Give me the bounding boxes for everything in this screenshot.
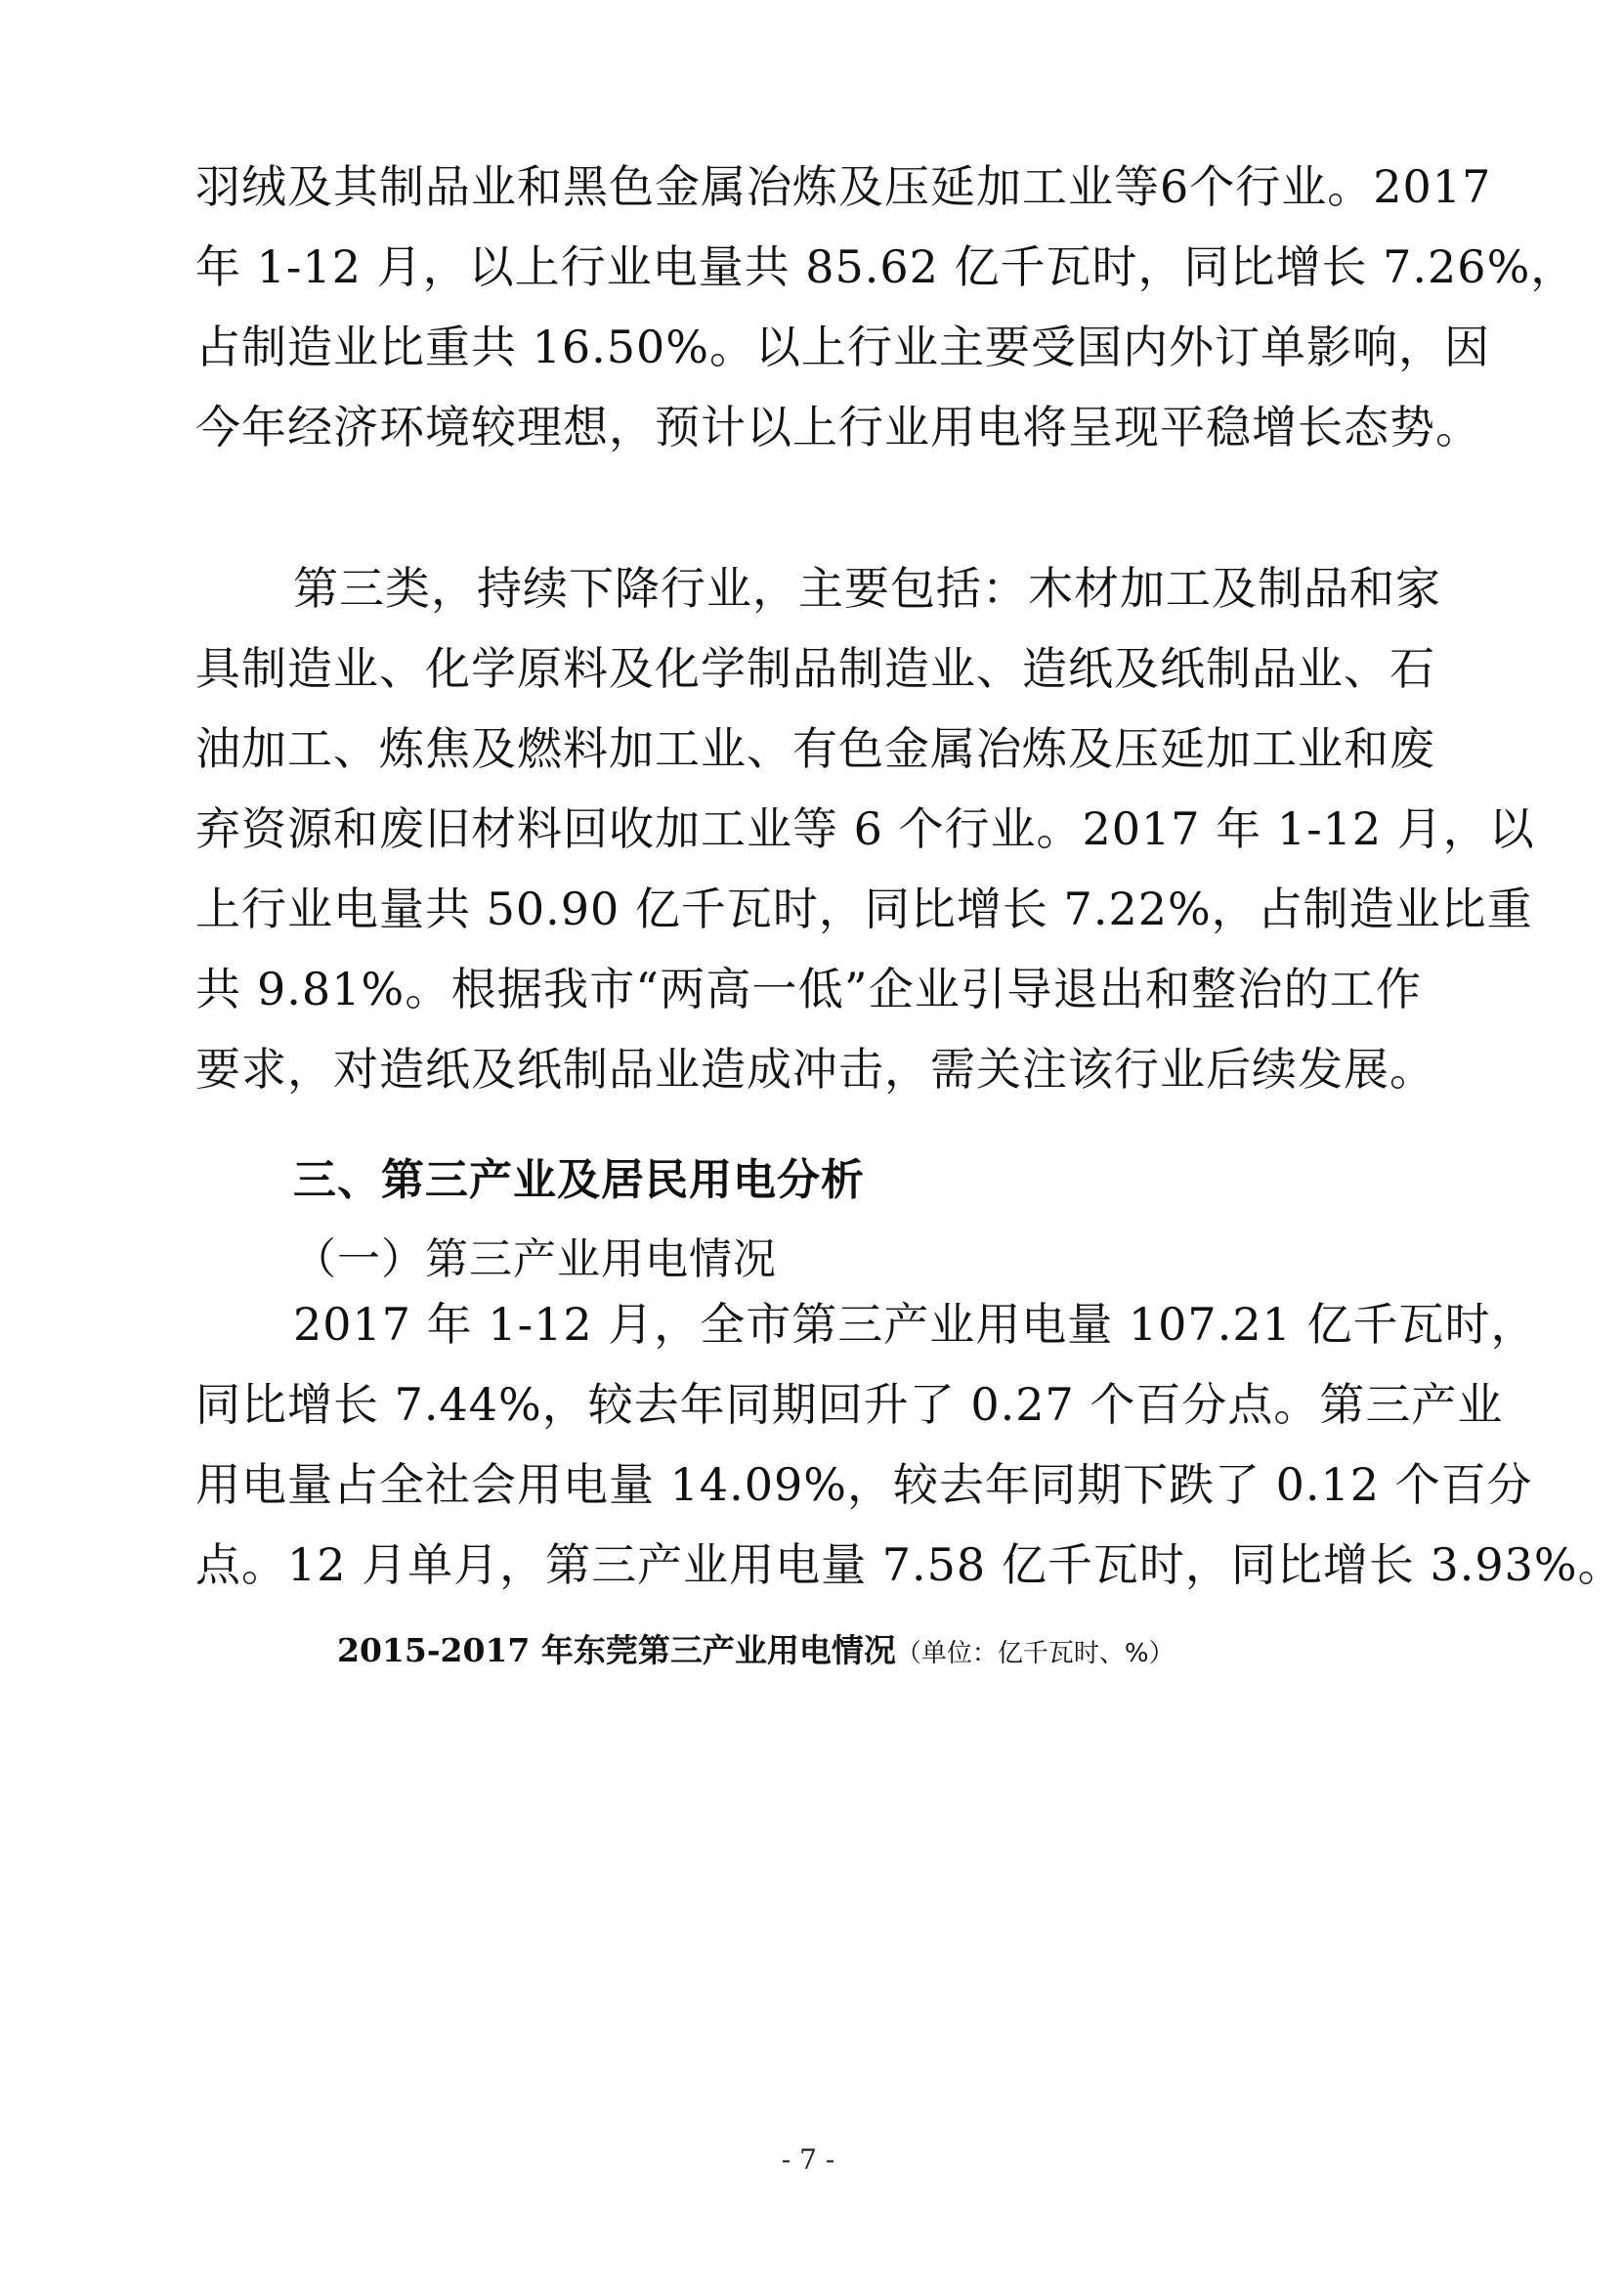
table-caption [337, 1625, 1175, 1671]
paragraph-category-two-continued [195, 147, 1577, 467]
paragraph-line: 要求，对造纸及纸制品业造成冲击，需关注该行业后续发展。 [195, 1043, 1435, 1096]
paragraph-line: 占制造业比重共 16.50%。以上行业主要受国内外订单影响，因 [195, 321, 1491, 373]
paragraph-line: 上行业电量共 50.90 亿千瓦时，同比增长 7.22%，占制造业比重 [195, 883, 1533, 935]
subsection-heading: （一）第三产业用电情况 [293, 1234, 777, 1284]
paragraph-line: 同比增长 7.44%，较去年同期回升了 0.27 个百分点。第三产业 [195, 1378, 1504, 1431]
paragraph-line: 共 9.81%。根据我市“两高一低”企业引导退出和整治的工作 [195, 963, 1422, 1015]
paragraph-line: 羽绒及其制品业和黑色金属冶炼及压延加工业等6个行业。2017 [195, 160, 1492, 213]
section-heading: 三、第三产业及居民用电分析 [293, 1155, 865, 1205]
paragraph-category-three [195, 548, 1535, 1109]
paragraph-tertiary-industry [195, 1284, 1624, 1605]
paragraph-line: 点。12 月单月，第三产业用电量 7.58 亿千瓦时，同比增长 3.93%。 [195, 1538, 1624, 1591]
page-number: - 7 - [781, 2143, 835, 2176]
paragraph-line: 第三类，持续下降行业，主要包括：木材加工及制品和家 [293, 562, 1441, 615]
paragraph-line: 弃资源和废旧材料回收加工业等 6 个行业。2017 年 1-12 月，以 [195, 802, 1535, 855]
table-caption-title: 2015-2017 年东莞第三产业用电情况 [337, 1631, 896, 1669]
table-caption-unit: （单位：亿千瓦时、%） [895, 1639, 1175, 1668]
paragraph-line: 用电量占全社会用电量 14.09%，较去年同期下跌了 0.12 个百分 [195, 1458, 1533, 1511]
paragraph-line: 年 1-12 月，以上行业电量共 85.62 亿千瓦时，同比增长 7.26%， [195, 240, 1577, 293]
paragraph-line: 具制造业、化学原料及化学制品制造业、造纸及纸制品业、石 [195, 642, 1435, 695]
paragraph-line: 今年经济环境较理想，预计以上行业用电将呈现平稳增长态势。 [195, 401, 1481, 453]
paragraph-line: 2017 年 1-12 月，全市第三产业用电量 107.21 亿千瓦时， [293, 1298, 1537, 1351]
paragraph-line: 油加工、炼焦及燃料加工业、有色金属冶炼及压延加工业和废 [195, 722, 1435, 775]
